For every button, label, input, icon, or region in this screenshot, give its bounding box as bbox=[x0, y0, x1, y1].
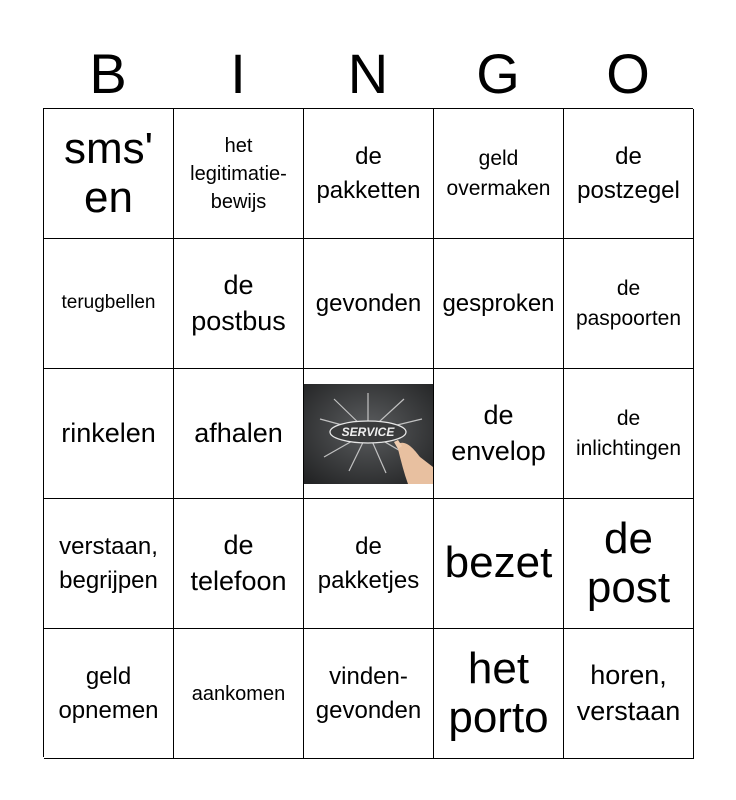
bingo-cell[interactable] bbox=[174, 369, 304, 499]
cell-text: terugbellen bbox=[61, 292, 156, 314]
bingo-cell[interactable] bbox=[44, 369, 174, 499]
cell-text: de postzegel bbox=[577, 142, 680, 204]
service-image-text: SERVICE bbox=[341, 425, 395, 439]
bingo-cell[interactable] bbox=[564, 239, 694, 369]
cell-text: de telefoon bbox=[190, 530, 287, 596]
bingo-cell[interactable] bbox=[304, 629, 434, 759]
cell-text: gevonden bbox=[315, 289, 422, 317]
bingo-cell[interactable] bbox=[564, 629, 694, 759]
cell-text: de paspoorten bbox=[575, 277, 682, 330]
bingo-cell[interactable] bbox=[434, 499, 564, 629]
cell-text: de inlichtingen bbox=[575, 407, 682, 460]
bingo-cell[interactable] bbox=[434, 239, 564, 369]
bingo-cell[interactable] bbox=[174, 499, 304, 629]
header-letter-i: I bbox=[230, 42, 246, 105]
bingo-cell[interactable] bbox=[434, 109, 564, 239]
bingo-cell[interactable] bbox=[564, 499, 694, 629]
cell-text: de pakketten bbox=[316, 142, 421, 204]
cell-text: afhalen bbox=[194, 417, 283, 448]
cell-text: de postbus bbox=[191, 270, 286, 336]
bingo-cell[interactable] bbox=[304, 239, 434, 369]
bingo-cell[interactable] bbox=[564, 109, 694, 239]
cell-text: geld overmaken bbox=[446, 147, 551, 200]
bingo-cell[interactable] bbox=[174, 239, 304, 369]
bingo-cell[interactable] bbox=[434, 629, 564, 759]
cell-text: horen, verstaan bbox=[576, 660, 681, 726]
free-space-cell[interactable] bbox=[304, 369, 434, 499]
bingo-cell[interactable] bbox=[304, 499, 434, 629]
bingo-cell[interactable] bbox=[304, 109, 434, 239]
cell-text: bezet bbox=[444, 538, 553, 588]
bingo-cell[interactable] bbox=[174, 109, 304, 239]
bingo-cell[interactable] bbox=[564, 369, 694, 499]
cell-text: aankomen bbox=[191, 682, 286, 705]
header-letter-g: G bbox=[476, 42, 520, 105]
cell-text: verstaan, begrijpen bbox=[59, 532, 158, 594]
header-letter-o: O bbox=[606, 42, 650, 105]
cell-text: sms' en bbox=[63, 124, 154, 222]
bingo-cell[interactable] bbox=[174, 629, 304, 759]
cell-text: gesproken bbox=[442, 289, 555, 317]
bingo-cell[interactable] bbox=[44, 629, 174, 759]
cell-text: de envelop bbox=[451, 400, 546, 466]
bingo-cell[interactable] bbox=[44, 109, 174, 239]
bingo-cell[interactable] bbox=[434, 369, 564, 499]
bingo-cell[interactable] bbox=[44, 239, 174, 369]
cell-text: vinden-gevonden bbox=[315, 662, 422, 724]
cell-text: rinkelen bbox=[61, 417, 156, 448]
header-letter-n: N bbox=[347, 42, 389, 105]
cell-text: de post bbox=[586, 514, 671, 612]
cell-text: het porto bbox=[448, 644, 549, 742]
service-chalkboard-image bbox=[304, 369, 433, 498]
cell-text: de pakketjes bbox=[317, 532, 420, 594]
bingo-board bbox=[43, 108, 693, 757]
cell-text: geld opnemen bbox=[58, 662, 159, 724]
header-letter-b: B bbox=[89, 42, 127, 105]
bingo-header bbox=[43, 40, 693, 108]
bingo-cell[interactable] bbox=[44, 499, 174, 629]
cell-text: het legitimatie-bewijs bbox=[190, 134, 287, 213]
